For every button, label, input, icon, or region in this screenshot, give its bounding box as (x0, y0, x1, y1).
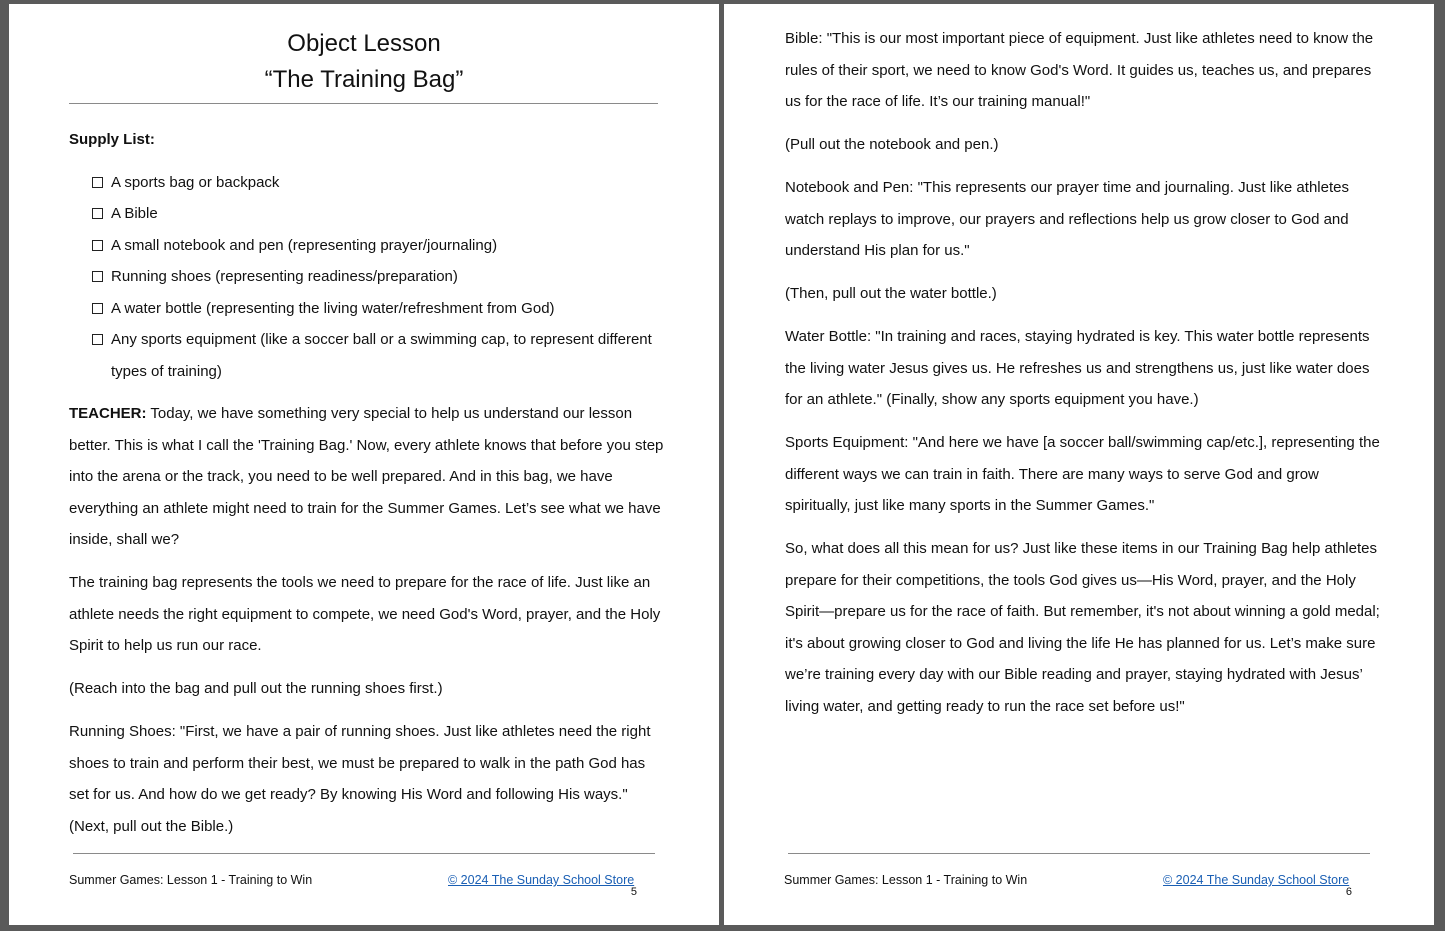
body-paragraph: (Pull out the notebook and pen.) (785, 136, 999, 153)
page-5-content (69, 124, 664, 854)
page-number: 6 (1345, 886, 1352, 898)
body-paragraph: So, what does all this mean for us? Just like these items in our Training Bag help athletes prepare for their competitions, the tools God gives us—His Word, prayer, and the Holy Spirit—prepare us for the race of faith. But remember, it's not about winning a gold medal; it's about growing closer to God and living the life He has planned for us. Let’s make sure we’re training every day with our Bible reading and prayer, staying hydrated with Jesus’ living water, and getting ready to run the race set before us!" (785, 540, 1380, 715)
lesson-title (69, 26, 659, 98)
teacher-label: TEACHER: (69, 405, 147, 422)
body-paragraph: Sports Equipment: "And here we have [a soccer ball/swimming cap/etc.], representing the different ways we can train in faith. There are many ways to serve God and grow spiritually, just like many sports in the Summer Games." (785, 434, 1380, 514)
body-paragraph: The training bag represents the tools we need to prepare for the race of life. Just like an athlete needs the right equipment to compete, we need God's Word, prayer, and the Holy Spirit to help us run our race. (69, 574, 661, 654)
body-paragraph: (Reach into the bag and pull out the running shoes first.) (69, 680, 443, 697)
supply-item: A sports bag or backpack (92, 167, 664, 199)
body-paragraph: Water Bottle: "In training and races, staying hydrated is key. This water bottle represents the living water Jesus gives us. He refreshes us and strengthens us, just like water does for an athlete." (Finally, show any sports equipment you have.) (785, 328, 1370, 408)
supply-item: A Bible (92, 198, 664, 230)
footer-lesson-title: Summer Games: Lesson 1 - Training to Win (784, 873, 1028, 887)
footer-divider (73, 853, 655, 854)
footer-divider (788, 853, 1370, 854)
checkbox-icon[interactable] (92, 177, 103, 188)
body-paragraph: Bible: "This is our most important piece of equipment. Just like athletes need to know the rules of their sport, we need to know God's Word. It guides us, teaches us, and prepares us for the race of life. It’s our training manual!" (785, 30, 1374, 110)
checkbox-icon[interactable] (92, 303, 103, 314)
page-6-content (785, 23, 1380, 734)
supply-item: Any sports equipment (like a soccer ball or a swimming cap, to represent different types of training) (92, 324, 664, 387)
title-line-1: Object Lesson (287, 30, 441, 57)
checkbox-icon[interactable] (92, 271, 103, 282)
footer-copyright-link[interactable]: © 2024 The Sunday School Store (1163, 873, 1350, 887)
teacher-text: Today, we have something very special to help us understand our lesson better. This is what I call the 'Training Bag.' Now, every athlete knows that before you step into the arena or the track, you need to be well prepared. And in this bag, we have everything an athlete might need to train for the Summer Games. Let’s see what we have inside, shall we? (69, 405, 664, 548)
document-page-5 (9, 4, 719, 925)
supply-item: A small notebook and pen (representing prayer/journaling) (92, 230, 664, 262)
body-paragraph: Notebook and Pen: "This represents our prayer time and journaling. Just like athletes watch replays to improve, our prayers and reflections help us grow closer to God and understand His plan for us." (785, 179, 1349, 259)
body-paragraph: (Then, pull out the water bottle.) (785, 285, 997, 302)
document-page-6 (724, 4, 1434, 925)
checkbox-icon[interactable] (92, 208, 103, 219)
title-divider (69, 103, 658, 104)
checkbox-icon[interactable] (92, 240, 103, 251)
body-paragraph: Running Shoes: "First, we have a pair of running shoes. Just like athletes need the right shoes to train and perform their best, we must be prepared to walk in the path God has set for us. And how do we get ready? By knowing His Word and following His ways." (Next, pull out the Bible.) (69, 723, 651, 835)
teacher-paragraph (69, 398, 664, 556)
footer-copyright-link[interactable]: © 2024 The Sunday School Store (448, 873, 635, 887)
supply-item: A water bottle (representing the living water/refreshment from God) (92, 293, 664, 325)
title-line-2: “The Training Bag” (264, 66, 464, 93)
footer-lesson-title: Summer Games: Lesson 1 - Training to Win (69, 873, 313, 887)
supply-list-heading: Supply List: (69, 131, 155, 148)
supply-item: Running shoes (representing readiness/preparation) (92, 261, 664, 293)
page-number: 5 (630, 886, 637, 898)
checkbox-icon[interactable] (92, 334, 103, 345)
supply-list (69, 167, 664, 388)
